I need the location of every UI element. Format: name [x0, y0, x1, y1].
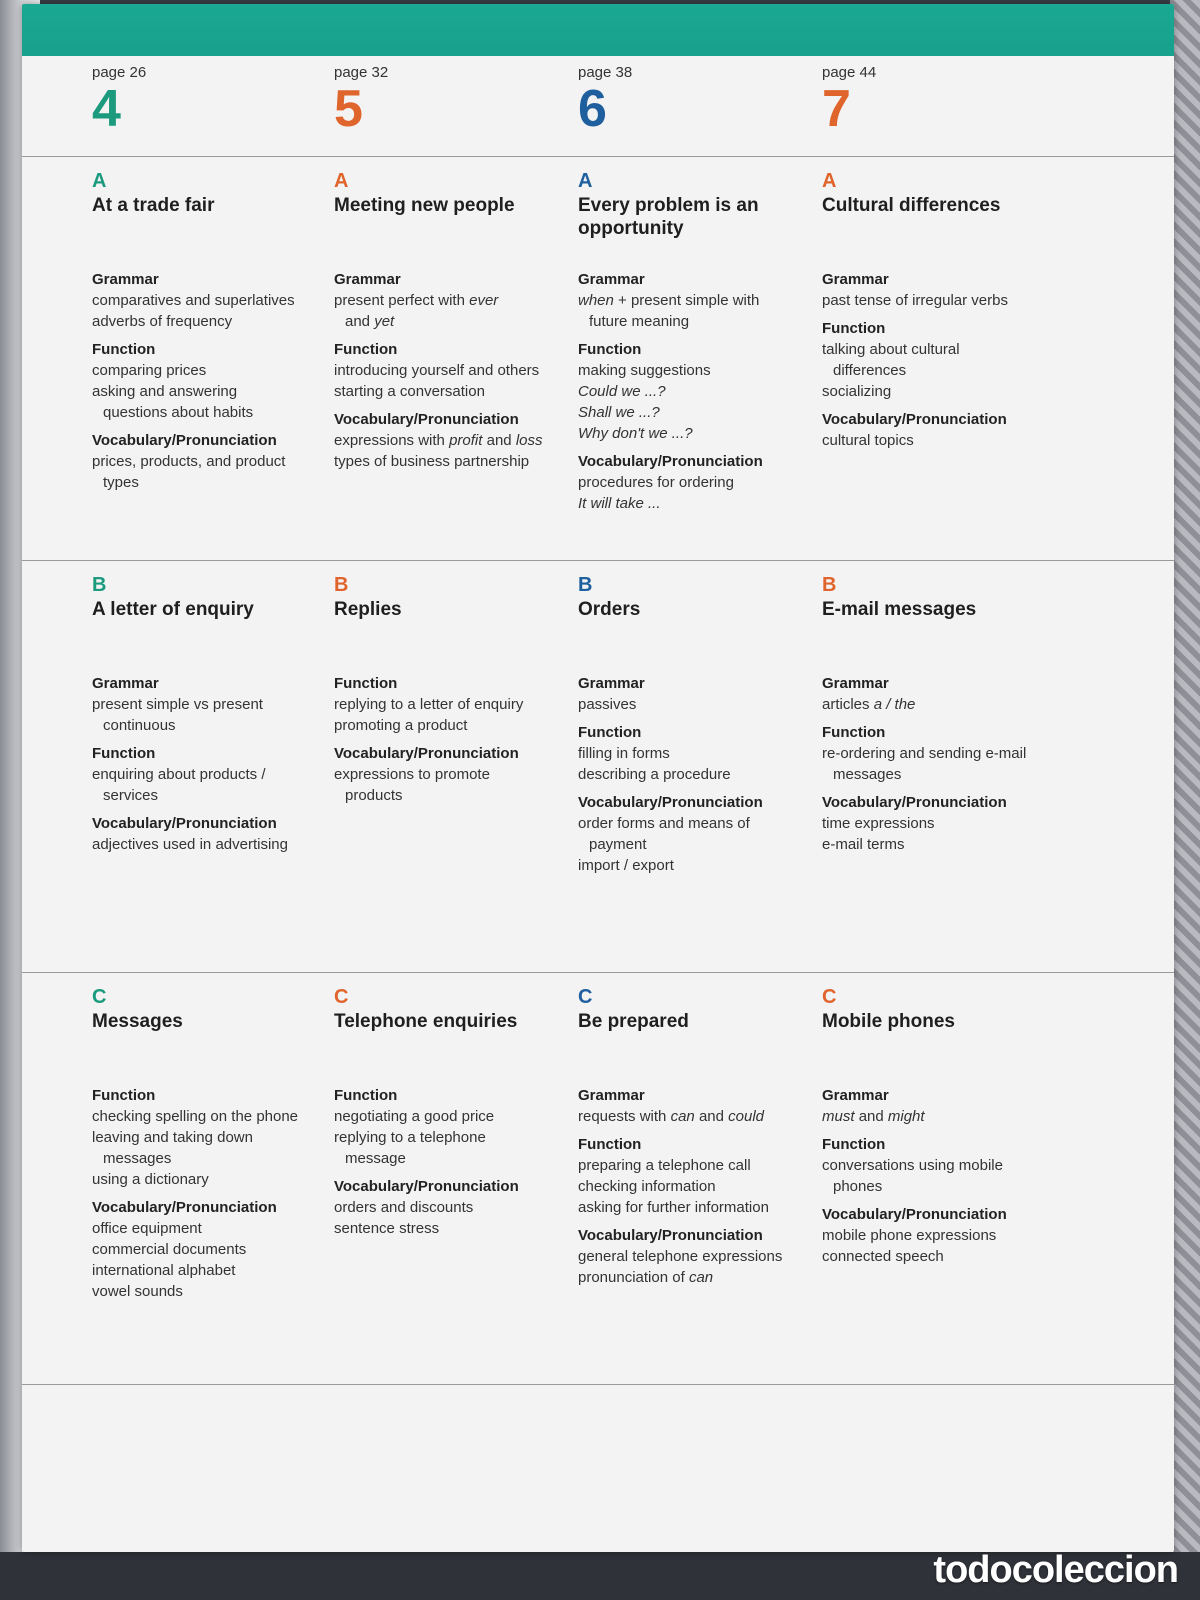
- syllabus-section: [92, 270, 328, 332]
- lesson-letter: C: [334, 986, 349, 1008]
- syllabus-item: re-ordering and sending e-mail messages: [822, 745, 1027, 783]
- syllabus-item: asking for further information: [578, 1199, 769, 1216]
- background-fabric: [1170, 0, 1200, 1600]
- lesson-cell: [334, 170, 570, 480]
- section-heading: Vocabulary/Pronunciation: [92, 432, 277, 449]
- unit-header: [578, 64, 808, 138]
- syllabus-item: prices, products, and product types: [92, 453, 286, 491]
- section-heading: Vocabulary/Pronunciation: [334, 745, 519, 762]
- syllabus-section: [822, 674, 1058, 715]
- syllabus-section: [92, 814, 328, 855]
- section-heading: Function: [822, 1136, 886, 1153]
- syllabus-section: [822, 410, 1058, 451]
- lesson-title: Orders: [578, 599, 641, 620]
- syllabus-item: when + present simple with future meaning: [578, 292, 760, 330]
- lesson-letter: B: [334, 574, 349, 596]
- syllabus-item: connected speech: [822, 1248, 944, 1265]
- syllabus-section: [578, 793, 814, 876]
- lesson-cell: [822, 574, 1058, 863]
- syllabus-item: talking about cultural differences: [822, 341, 960, 379]
- unit-number: 6: [578, 80, 607, 138]
- syllabus-section: [822, 270, 1058, 311]
- lesson-sections: [822, 270, 1058, 451]
- syllabus-item: comparing prices: [92, 362, 207, 379]
- syllabus-item: adjectives used in advertising: [92, 836, 288, 853]
- syllabus-section: [92, 431, 328, 493]
- syllabus-item: Why don't we ...?: [578, 425, 693, 442]
- section-heading: Function: [92, 1087, 156, 1104]
- lesson-cell: [578, 574, 814, 884]
- syllabus-section: [822, 319, 1058, 402]
- syllabus-item: checking information: [578, 1178, 716, 1195]
- syllabus-item: using a dictionary: [92, 1171, 209, 1188]
- section-heading: Vocabulary/Pronunciation: [578, 794, 763, 811]
- unit-header: [334, 64, 564, 138]
- watermark-logo: todocoleccion: [933, 1549, 1178, 1591]
- section-heading: Vocabulary/Pronunciation: [92, 1199, 277, 1216]
- syllabus-section: [822, 793, 1058, 855]
- syllabus-item: e-mail terms: [822, 836, 905, 853]
- syllabus-section: [92, 1086, 328, 1190]
- syllabus-item: preparing a telephone call: [578, 1157, 751, 1174]
- lesson-cell: [334, 986, 570, 1247]
- syllabus-item: comparatives and superlatives: [92, 292, 295, 309]
- lesson-title: A letter of enquiry: [92, 599, 254, 620]
- syllabus-section: [334, 270, 570, 332]
- syllabus-item: It will take ...: [578, 495, 661, 512]
- syllabus-section: [578, 452, 814, 514]
- syllabus-item: order forms and means of payment: [578, 815, 750, 853]
- unit-page-label: page 26: [92, 64, 147, 81]
- divider-row-a: [22, 560, 1174, 561]
- section-heading: Grammar: [578, 675, 645, 692]
- section-heading: Grammar: [578, 1087, 645, 1104]
- syllabus-item: time expressions: [822, 815, 935, 832]
- syllabus-item: starting a conversation: [334, 383, 485, 400]
- syllabus-item: passives: [578, 696, 637, 713]
- section-heading: Function: [822, 724, 886, 741]
- syllabus-item: replying to a telephone message: [334, 1129, 486, 1167]
- syllabus-item: describing a procedure: [578, 766, 731, 783]
- section-heading: Grammar: [578, 271, 645, 288]
- lesson-title: Telephone enquiries: [334, 1011, 518, 1032]
- lesson-letter: C: [578, 986, 593, 1008]
- lesson-sections: [822, 1086, 1058, 1267]
- lesson-letter: A: [334, 170, 349, 192]
- syllabus-item: replying to a letter of enquiry: [334, 696, 524, 713]
- syllabus-item: sentence stress: [334, 1220, 440, 1237]
- syllabus-item: negotiating a good price: [334, 1108, 495, 1125]
- syllabus-item: adverbs of frequency: [92, 313, 233, 330]
- syllabus-section: [334, 674, 570, 736]
- section-heading: Grammar: [822, 675, 889, 692]
- lesson-sections: [92, 674, 328, 855]
- lesson-sections: [92, 270, 328, 493]
- syllabus-item: Could we ...?: [578, 383, 666, 400]
- lesson-letter: C: [822, 986, 837, 1008]
- section-heading: Grammar: [822, 1087, 889, 1104]
- section-heading: Vocabulary/Pronunciation: [822, 411, 1007, 428]
- lesson-sections: [92, 1086, 328, 1302]
- lesson-sections: [334, 270, 570, 472]
- syllabus-item: cultural topics: [822, 432, 914, 449]
- syllabus-item: pronunciation of can: [578, 1269, 714, 1286]
- syllabus-section: [822, 1135, 1058, 1197]
- lesson-cell: [92, 170, 328, 501]
- divider-row-c: [22, 1384, 1174, 1385]
- unit-page-label: page 44: [822, 64, 877, 81]
- section-heading: Function: [334, 341, 398, 358]
- syllabus-item: present perfect with ever and yet: [334, 292, 499, 330]
- contents-page: [22, 4, 1174, 1552]
- syllabus-section: [822, 723, 1058, 785]
- lesson-letter: A: [92, 170, 107, 192]
- lesson-cell: [822, 986, 1058, 1275]
- lesson-title: Replies: [334, 599, 402, 620]
- section-heading: Function: [822, 320, 886, 337]
- syllabus-section: [578, 270, 814, 332]
- unit-number: 4: [92, 80, 121, 138]
- lesson-sections: [334, 674, 570, 806]
- syllabus-section: [334, 1086, 570, 1169]
- section-heading: Grammar: [92, 271, 159, 288]
- section-heading: Vocabulary/Pronunciation: [92, 815, 277, 832]
- syllabus-item: general telephone expressions: [578, 1248, 783, 1265]
- syllabus-item: present simple vs present continuous: [92, 696, 263, 734]
- syllabus-section: [578, 340, 814, 444]
- syllabus-item: vowel sounds: [92, 1283, 183, 1300]
- lesson-letter: A: [578, 170, 593, 192]
- syllabus-item: international alphabet: [92, 1262, 236, 1279]
- syllabus-section: [334, 340, 570, 402]
- section-heading: Function: [334, 675, 398, 692]
- syllabus-section: [334, 1177, 570, 1239]
- section-heading: Function: [578, 1136, 642, 1153]
- lesson-cell: [578, 986, 814, 1296]
- syllabus-item: socializing: [822, 383, 892, 400]
- section-heading: Grammar: [92, 675, 159, 692]
- syllabus-item: leaving and taking down messages: [92, 1129, 253, 1167]
- syllabus-item: past tense of irregular verbs: [822, 292, 1008, 309]
- syllabus-item: Shall we ...?: [578, 404, 660, 421]
- section-heading: Vocabulary/Pronunciation: [334, 411, 519, 428]
- unit-number: 5: [334, 80, 363, 138]
- lesson-letter: A: [822, 170, 837, 192]
- header-band: [22, 4, 1174, 56]
- syllabus-item: must and might: [822, 1108, 925, 1125]
- lesson-title: Messages: [92, 1011, 183, 1032]
- lesson-title: Cultural differences: [822, 195, 1001, 216]
- syllabus-item: requests with can and could: [578, 1108, 764, 1125]
- syllabus-section: [578, 1135, 814, 1218]
- section-heading: Grammar: [822, 271, 889, 288]
- syllabus-item: expressions with profit and loss: [334, 432, 543, 449]
- section-heading: Function: [92, 745, 156, 762]
- lesson-sections: [578, 1086, 814, 1288]
- lesson-letter: B: [578, 574, 593, 596]
- section-heading: Vocabulary/Pronunciation: [578, 1227, 763, 1244]
- section-heading: Grammar: [334, 271, 401, 288]
- syllabus-section: [578, 723, 814, 785]
- syllabus-item: commercial documents: [92, 1241, 247, 1258]
- syllabus-item: conversations using mobile phones: [822, 1157, 1003, 1195]
- section-heading: Vocabulary/Pronunciation: [822, 1206, 1007, 1223]
- lesson-cell: [334, 574, 570, 814]
- lesson-title: E-mail messages: [822, 599, 977, 620]
- syllabus-section: [92, 1198, 328, 1302]
- lesson-cell: [92, 574, 328, 863]
- syllabus-section: [92, 744, 328, 806]
- syllabus-item: office equipment: [92, 1220, 202, 1237]
- syllabus-section: [822, 1205, 1058, 1267]
- divider-header: [22, 156, 1174, 157]
- lesson-sections: [822, 674, 1058, 855]
- syllabus-item: procedures for ordering: [578, 474, 734, 491]
- section-heading: Function: [578, 341, 642, 358]
- lesson-letter: B: [822, 574, 837, 596]
- unit-page-label: page 38: [578, 64, 633, 81]
- unit-page-label: page 32: [334, 64, 389, 81]
- section-heading: Function: [334, 1087, 398, 1104]
- syllabus-item: promoting a product: [334, 717, 468, 734]
- lesson-cell: [822, 170, 1058, 459]
- syllabus-item: expressions to promote products: [334, 766, 490, 804]
- lesson-letter: B: [92, 574, 107, 596]
- syllabus-section: [578, 1226, 814, 1288]
- lesson-cell: [578, 170, 814, 522]
- lesson-cell: [92, 986, 328, 1310]
- syllabus-item: articles a / the: [822, 696, 916, 713]
- syllabus-section: [578, 674, 814, 715]
- section-heading: Function: [92, 341, 156, 358]
- syllabus-item: filling in forms: [578, 745, 670, 762]
- syllabus-item: making suggestions: [578, 362, 711, 379]
- lesson-title: Mobile phones: [822, 1011, 955, 1032]
- syllabus-section: [334, 410, 570, 472]
- lesson-sections: [578, 674, 814, 876]
- unit-header: [822, 64, 1052, 138]
- syllabus-item: checking spelling on the phone: [92, 1108, 299, 1125]
- unit-header: [92, 64, 322, 138]
- syllabus-section: [92, 340, 328, 423]
- syllabus-item: mobile phone expressions: [822, 1227, 997, 1244]
- syllabus-section: [92, 674, 328, 736]
- syllabus-item: orders and discounts: [334, 1199, 474, 1216]
- unit-number: 7: [822, 80, 851, 138]
- syllabus-item: types of business partnership: [334, 453, 530, 470]
- lesson-title: At a trade fair: [92, 195, 215, 216]
- syllabus-item: introducing yourself and others: [334, 362, 540, 379]
- syllabus-item: enquiring about products / services: [92, 766, 266, 804]
- lesson-sections: [578, 270, 814, 514]
- lesson-title: Every problem is an opportunity: [578, 195, 759, 239]
- syllabus-item: asking and answering questions about habits: [92, 383, 254, 421]
- lesson-letter: C: [92, 986, 107, 1008]
- lesson-title: Be prepared: [578, 1011, 689, 1032]
- section-heading: Vocabulary/Pronunciation: [822, 794, 1007, 811]
- syllabus-section: [334, 744, 570, 806]
- syllabus-item: import / export: [578, 857, 674, 874]
- section-heading: Vocabulary/Pronunciation: [578, 453, 763, 470]
- syllabus-section: [822, 1086, 1058, 1127]
- syllabus-section: [578, 1086, 814, 1127]
- lesson-sections: [334, 1086, 570, 1239]
- divider-row-b: [22, 972, 1174, 973]
- section-heading: Function: [578, 724, 642, 741]
- lesson-title: Meeting new people: [334, 195, 515, 216]
- section-heading: Vocabulary/Pronunciation: [334, 1178, 519, 1195]
